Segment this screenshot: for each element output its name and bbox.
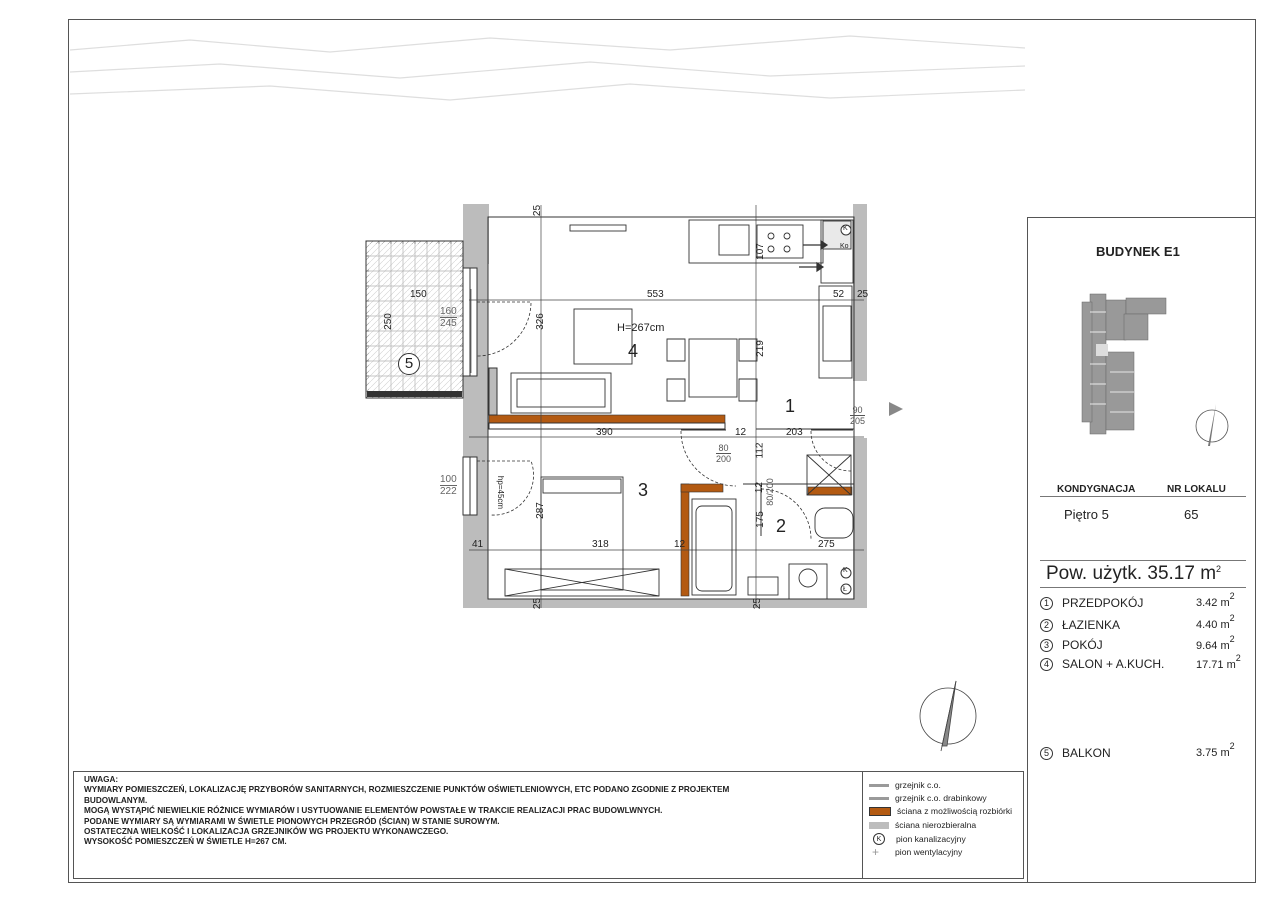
ladder-radiator-swatch (869, 797, 889, 800)
sewer-riser-icon: K (873, 833, 885, 845)
unit-value: 65 (1184, 507, 1199, 522)
room-number-3: 3 (638, 480, 649, 500)
room-number-2: 2 (776, 516, 787, 536)
dim-250: 250 (382, 313, 394, 330)
notes-line: OSTATECZNA WIELKOŚĆ I LOKALIZACJA GRZEJNIKÓW WG PROJEKTU WYKONAWCZEGO. (84, 827, 449, 837)
dim-275: 275 (818, 539, 835, 550)
sewer-riser-k: K (843, 225, 848, 232)
radiator-swatch (869, 784, 889, 787)
sewer-riser-l: Ł (843, 586, 847, 593)
notes-line: WYSOKOŚĆ POMIESZCZEŃ W ŚWIETLE H=267 CM. (84, 837, 287, 847)
dim-25-top: 25 (532, 204, 544, 217)
balcony-row: 5 BALKON (1040, 746, 1111, 760)
dim-25-bottom-left: 25 (532, 597, 544, 610)
room-door-label: 80 200 (716, 443, 732, 464)
notes-line: PODANE WYMIARY SĄ WYMIARAMI W ŚWIETLE PIONOWYCH PRZEGRÓD (ŚCIAN) W STANIE SUROWYM. (84, 816, 500, 826)
legend-box (862, 771, 1024, 879)
notes-box (73, 771, 863, 879)
table-divider (1040, 496, 1246, 497)
dim-52: 52 (833, 289, 845, 300)
legend-vent-riser: + pion wentylacyjny (872, 845, 963, 859)
floor-value: Piętro 5 (1064, 507, 1109, 522)
room-area-1: 3.42 $m^2$ (1196, 591, 1235, 609)
floor-header: KONDYGNACJA (1057, 484, 1136, 495)
room-number-4: 4 (628, 341, 639, 361)
dim-112: 112 (754, 442, 766, 459)
floor-plan (71, 21, 1026, 765)
notes-title: UWAGA: (84, 775, 119, 784)
entrance-marker (889, 402, 903, 416)
sill-height-label: hp=45cm (496, 475, 506, 510)
dim-12c: 12 (754, 481, 766, 494)
legend-sewer-riser: K pion kanalizacyjny (869, 833, 966, 845)
bath-door-label: 80/200 (764, 478, 775, 506)
vent-riser-icon: + (872, 845, 880, 859)
dim-150: 150 (410, 289, 427, 300)
room-number-1: 1 (785, 396, 796, 416)
notes-line: BUDOWLANYM. (84, 795, 148, 805)
balcony-area: 3.75 $m^2$ (1196, 741, 1235, 759)
window-2-label: 100 222 (440, 474, 457, 497)
notes-line: MOGĄ WYSTĄPIĆ NIEWIELKIE RÓŻNICE WYMIARÓW I USYTUOWANIE ELEMENTÓW POWSTAŁE W TRAKCIE REALIZACJI PRAC BUDOWLWNYCH. (84, 806, 663, 816)
total-area: Pow. użytk. 35.17 $m^2$ (1046, 563, 1222, 584)
dim-175: 175 (754, 511, 766, 528)
dim-287: 287 (534, 502, 546, 519)
sewer-riser-ko: Ko (840, 243, 849, 250)
sewer-riser-k2: K (843, 567, 848, 574)
dim-203: 203 (786, 427, 803, 438)
north-arrow (920, 681, 976, 751)
building-keyplan (1076, 292, 1176, 442)
entrance-door-label: 90 205 (850, 405, 866, 426)
room-row-2: 2 ŁAZIENKA (1040, 618, 1120, 632)
legend-radiator: grzejnik c.o. (869, 780, 941, 790)
dim-326: 326 (534, 313, 546, 330)
unit-header: NR LOKALU (1167, 484, 1226, 495)
dim-390: 390 (596, 427, 613, 438)
room-row-3: 3 POKÓJ (1040, 638, 1103, 652)
dim-318: 318 (592, 539, 609, 550)
structural-walls (463, 204, 867, 608)
building-title: BUDYNEK E1 (1096, 244, 1180, 259)
height-label: H=267cm (617, 322, 665, 334)
dim-41: 41 (472, 539, 484, 550)
notes-line: WYMIARY POMIESZCZEŃ, LOKALIZACJĘ PRZYBORÓW SANITARNYCH, ROZMIESZCZENIE PUNKTÓW OŚWIETLENIOWYCH, ETC PODANO ZGODNIE Z PROJEKTEM (84, 785, 730, 795)
kitchen-units (570, 220, 853, 378)
room-row-4: 4 SALON + A.KUCH. (1040, 657, 1164, 671)
room-area-3: 9.64 $m^2$ (1196, 634, 1235, 652)
window-1-label: 160 245 (440, 306, 457, 329)
dim-219: 219 (754, 340, 766, 357)
bedroom-furniture (505, 477, 659, 596)
structural-wall-swatch (869, 822, 889, 829)
room-area-2: 4.40 $m^2$ (1196, 613, 1235, 631)
keyplan-north-arrow (1190, 402, 1236, 448)
removable-wall-swatch (869, 807, 891, 816)
dim-12a: 12 (735, 427, 747, 438)
room-area-4: 17.71 $m^2$ (1196, 653, 1241, 671)
bathroom-fixtures (692, 455, 853, 599)
dim-12b: 12 (674, 539, 686, 550)
dim-25-bottom-right: 25 (752, 597, 764, 610)
room-row-1: 1 PRZEDPOKÓJ (1040, 596, 1143, 610)
dim-25-right: 25 (857, 289, 869, 300)
legend-removable-wall: ściana z możliwością rozbiórki (869, 806, 1012, 816)
dim-553: 553 (647, 289, 664, 300)
legend-ladder-radiator: grzejnik c.o. drabinkowy (869, 793, 987, 803)
dim-107: 107 (754, 243, 766, 260)
legend-structural-wall: ściana nierozbieralna (869, 820, 976, 830)
room-number-5: 5 (398, 353, 420, 375)
